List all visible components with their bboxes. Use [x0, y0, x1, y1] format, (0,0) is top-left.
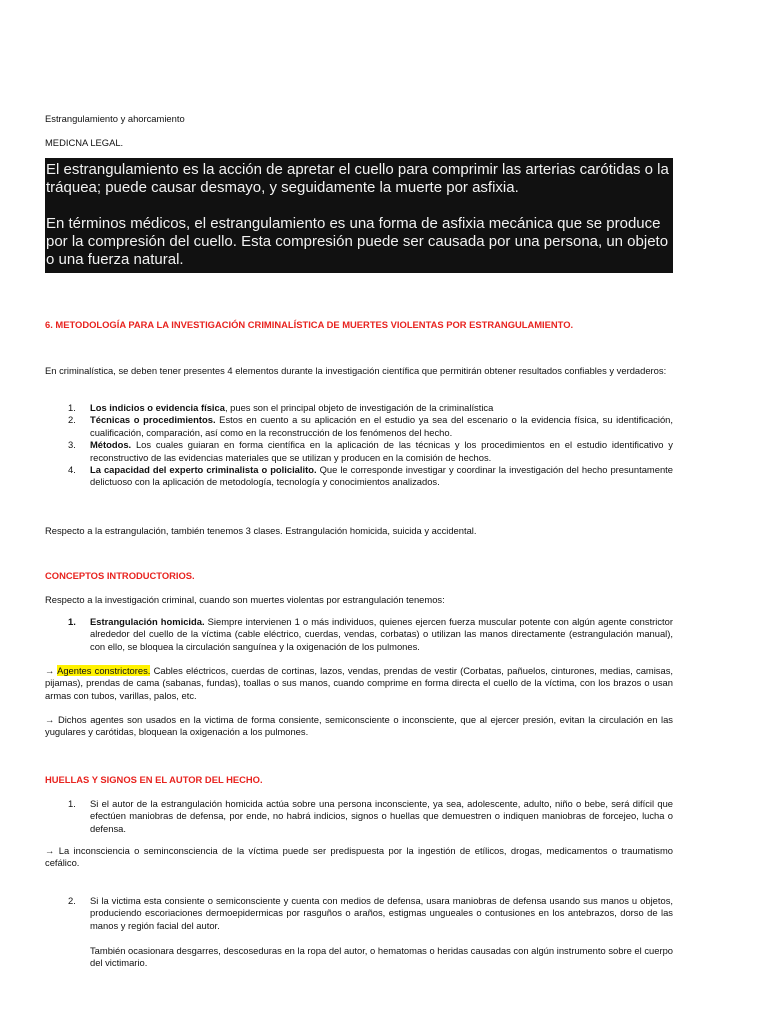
highlighted-definition-box: [45, 158, 673, 273]
definition-paragraph-1: El estrangulamiento es la acción de apretar el cuello para comprimir las arterias carótidas o la tráquea; puede causar desmayo, y seguidamente la muerte por asfixia.: [46, 161, 669, 196]
huellas-list-2: [45, 895, 673, 932]
section-6-heading: 6. METODOLOGÍA PARA LA INVESTIGACIÓN CRIMINALÍSTICA DE MUERTES VIOLENTAS POR ESTRANGULAMIENTO.: [45, 319, 574, 330]
list-item: 3. Métodos. Los cuales guiaran en forma científica en la aplicación de las técnicas y los procedimientos en el estudio identificativo y reconstructivo de las evidencias materiales que se utilizan y producen en la comisión de hechos.: [68, 439, 673, 463]
document-subtitle: MEDICNA LEGAL.: [45, 137, 124, 148]
list-item: 1. Estrangulación homicida. Siempre intervienen 1 o más individuos, quienes ejercen fuerza muscular potente con algún agente constrictor alrededor del cuello de la víctima (cable eléctrico, cuerdas, vendas, corbatas) o utilizan las manos directamente (estrangulación manual), con ello, se bloquea la circulación sanguínea y la oxigenación de los pulmones.: [68, 616, 674, 652]
huellas-extra: También ocasionara desgarres, descoseduras en la ropa del autor, o hematomas o heridas causadas con algún instrumento sobre el cuerpo del victimario.: [90, 945, 673, 969]
conceptos-list: [45, 616, 673, 653]
section-6-intro: En criminalística, se deben tener presentes 4 elementos durante la investigación científica que permitirán obtener resultados confiables y verdaderos:: [45, 365, 667, 376]
inconsciencia-note: → La inconsciencia o seminconsciencia de la víctima puede ser predispuesta por la ingestión de etílicos, drogas, medicamentos o traumatismo cefálico.: [45, 845, 673, 869]
document-title: Estrangulamiento y ahorcamiento: [45, 113, 185, 124]
list-item: 4. La capacidad del experto criminalista o policialito. Que le corresponde investigar y coordinar la investigación del hecho presuntamente delictuoso con la aplicación de metodología, tecnología y conocimientos analizados.: [68, 464, 673, 488]
strangulation-classes: Respecto a la estrangulación, también tenemos 3 clases. Estrangulación homicida, suicida y accidental.: [45, 525, 477, 536]
agentes-constrictores: → Agentes constrictores. Cables eléctricos, cuerdas de cortinas, lazos, vendas, prendas de vestir (Corbatas, pañuelos, cinturones, medias, camisas, pijamas), prendas de cama (sabanas, fundas), toallas o sus manos, cuando comprime en forma directa el cuello de la víctima, con los brazos o usan armas con tubos, varillas, palos, etc.: [45, 665, 673, 701]
list-item: 2. Si la victima esta consiente o semiconsciente y cuenta con medios de defensa, usara maniobras de defensa usando sus manos u objetos, produciendo escoriaciones dermoepidermicas por rasguños o araños, estigmas ungueales o contusiones en los antebrazos, dorso de las manos y región facial del autor.: [68, 895, 673, 931]
agentes-usados: → Dichos agentes son usados en la victima de forma consiente, semiconsciente o inconsciente, que al ejercer presión, evitan la circulación en las yugulares y carótidas, bloquean la oxigenación a los pulmones.: [45, 714, 673, 738]
highlighted-term: Agentes constrictores.: [57, 665, 151, 676]
definition-paragraph-2: En términos médicos, el estrangulamiento es una forma de asfixia mecánica que se produce por la compresión del cuello. Esta compresión puede ser causada por una persona, un objeto o una fuerza natural.: [46, 215, 669, 268]
huellas-list-1: [45, 798, 673, 835]
criminalistics-elements-list: [45, 402, 673, 489]
list-item: 1. Los indicios o evidencia física, pues son el principal objeto de investigación de la criminalística: [68, 402, 494, 413]
list-item: 1. Si el autor de la estrangulación homicida actúa sobre una persona inconsciente, ya sea, adolescente, adulto, niño o bebe, será difícil que efectúen maniobras de defensa, por ende, no habrá indicios, signos o huellas que demuestren o indiquen maniobras de forcejeo, lucha o defensa.: [68, 798, 673, 834]
conceptos-intro: Respecto a la investigación criminal, cuando son muertes violentas por estrangulación tenemos:: [45, 594, 445, 605]
conceptos-heading: CONCEPTOS INTRODUCTORIOS.: [45, 570, 195, 581]
list-item: 2. Técnicas o procedimientos. Estos en cuento a su aplicación en el estudio ya sea del escenario o la evidencia física, su identificación, cualificación, comparación, así como en la reconstrucción de los fenómenos del hecho.: [68, 414, 673, 438]
huellas-heading: HUELLAS Y SIGNOS EN EL AUTOR DEL HECHO.: [45, 774, 263, 785]
